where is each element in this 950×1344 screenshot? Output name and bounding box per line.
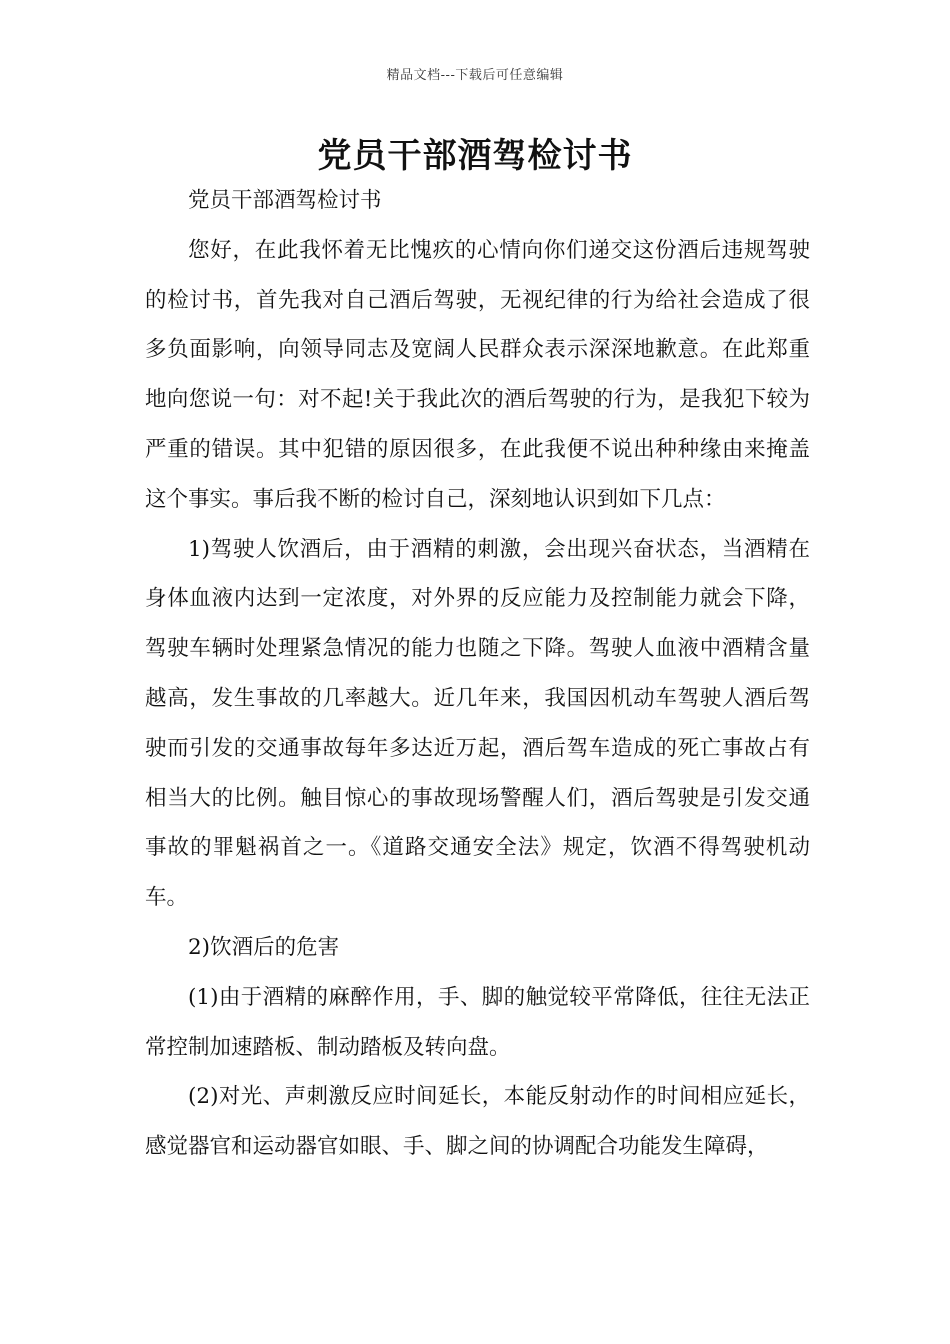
intro-paragraph: 您好，在此我怀着无比愧疚的心情向你们递交这份酒后违规驾驶的检讨书，首先我对自己酒后驾驶，无视纪律的行为给社会造成了很多负面影响，向领导同志及宽阔人民群众表示深深地歉意。在此郑重地向您说一句：对不起!关于我此次的酒后驾驶的行为，是我犯下较为严重的错误。其中犯错的原因很多，在此我便不说出种种缘由来掩盖这个事实。事后我不断的检讨自己，深刻地认识到如下几点：: [145, 237, 810, 512]
point-2-heading: 2)饮酒后的危害: [188, 934, 340, 960]
subtitle-paragraph: 党员干部酒驾检讨书: [188, 188, 382, 213]
hazard-2-paragraph: (2)对光、声刺激反应时间延长，本能反射动作的时间相应延长，感觉器官和运动器官如眼、手、脚之间的协调配合功能发生障碍，: [145, 1084, 810, 1160]
hazard-1-paragraph: (1)由于酒精的麻醉作用，手、脚的触觉较平常降低，往往无法正常控制加速踏板、制动踏板及转向盘。: [145, 984, 810, 1060]
document-title: 党员干部酒驾检讨书: [317, 136, 633, 176]
document-body: [145, 176, 810, 1172]
header-note: 精品文档---下载后可任意编辑: [386, 68, 564, 83]
point-1-paragraph: 1)驾驶人饮酒后，由于酒精的刺激，会出现兴奋状态，当酒精在身体血液内达到一定浓度，对外界的反应能力及控制能力就会下降，驾驶车辆时处理紧急情况的能力也随之下降。驾驶人血液中酒精含量越高，发生事故的几率越大。近几年来，我国因机动车驾驶人酒后驾驶而引发的交通事故每年多达近万起，酒后驾车造成的死亡事故占有相当大的比例。触目惊心的事故现场警醒人们，酒后驾驶是引发交通事故的罪魁祸首之一。《道路交通安全法》规定，饮酒不得驾驶机动车。: [145, 536, 810, 911]
